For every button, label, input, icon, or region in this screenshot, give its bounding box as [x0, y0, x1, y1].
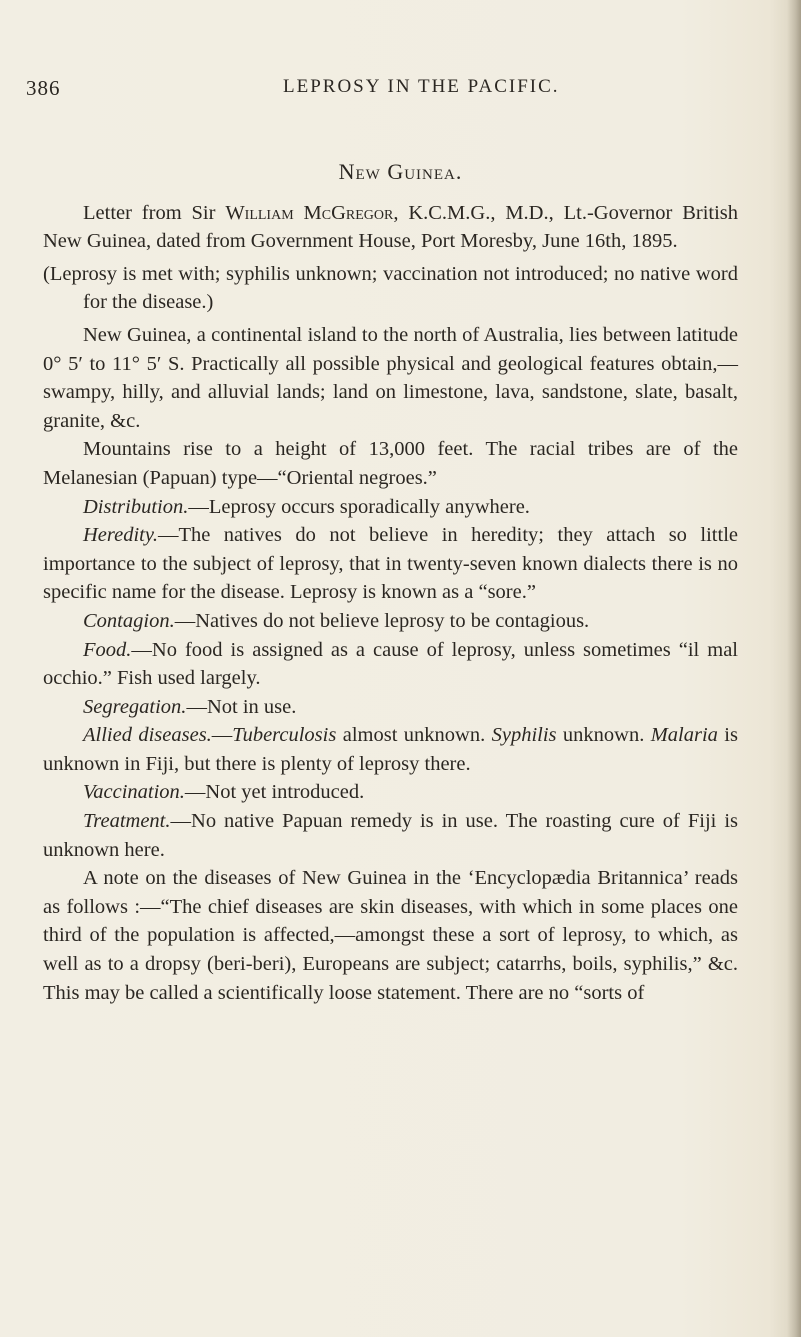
running-title: LEPROSY IN THE PACIFIC. [283, 76, 560, 97]
topic-text: —Natives do not believe leprosy to be contagious. [174, 609, 590, 632]
topic-segregation [43, 693, 738, 722]
topic-food [43, 636, 738, 693]
topic-text: —No food is assigned as a cause of leprosy, unless sometimes “il mal occhio.” Fish used largely. [43, 638, 738, 690]
disease-syphilis: Syphilis [491, 724, 557, 747]
topic-vaccination [43, 778, 738, 807]
topic-heading: Heredity. [83, 524, 158, 547]
topic-allied-diseases [43, 721, 738, 778]
letter-author: William McGregor [225, 201, 394, 224]
topic-text: —The natives do not believe in heredity; they attach so little importance to the subject of leprosy, that in twenty-seven known dialects there is no specific name for the disease. Leprosy is known as a “sore.” [43, 524, 738, 604]
topic-text: —Not in use. [186, 695, 297, 718]
topic-distribution [43, 493, 738, 522]
topic-heading: Distribution. [83, 495, 189, 518]
page-edge-shadow [787, 0, 801, 1337]
letter-prefix: Letter from Sir [83, 201, 226, 224]
topic-text: unknown. [556, 724, 651, 747]
disease-tuberculosis: Tuberculosis [232, 724, 337, 747]
page-header [26, 76, 666, 106]
page-number: 386 [26, 76, 61, 100]
dash: — [211, 724, 233, 747]
topic-heading: Food. [83, 638, 132, 661]
topic-heredity [43, 521, 738, 607]
letter-suffix: , K.C.M.G., M.D., Lt.-Governor British New Guinea, dated from Government House, Port Moresby, June 16th, 1895. [43, 201, 739, 253]
topic-text: almost unknown. [336, 724, 492, 747]
disease-malaria: Malaria [650, 724, 718, 747]
topic-text: —Not yet introduced. [184, 781, 365, 804]
topic-heading: Allied diseases. [83, 724, 212, 747]
topic-heading: Contagion. [83, 609, 175, 632]
encyclopaedia-note: A note on the diseases of New Guinea in the ‘Encyclopædia Britannica’ reads as follows :—“The chief diseases are skin diseases, with which in some places one third of the population is affected,—amongst these a sort of leprosy, to which, as well as to a dropsy (beri-beri), Europeans are subject; catarrhs, boils, syphilis,” &c. This may be called a scientifically loose statement. There are no “sorts of [43, 867, 738, 1004]
topic-heading: Vaccination. [83, 781, 185, 804]
topic-heading: Treatment. [83, 810, 171, 833]
page-body [43, 158, 738, 1007]
geography-paragraph: New Guinea, a continental island to the north of Australia, lies between latitude 0° 5′ to 11° 5′ S. Practically all possible physical and geological features obtain,—swampy, hilly, and alluvial lands; land on limestone, lava, sandstone, slate, basalt, granite, &c. [43, 323, 738, 432]
topic-text: —Leprosy occurs sporadically anywhere. [188, 495, 530, 518]
topic-text: —No native Papuan remedy is in use. The roasting cure of Fiji is unknown here. [43, 810, 738, 861]
summary-paragraph: (Leprosy is met with; syphilis unknown; vaccination not introduced; no native word for the disease.) [43, 262, 738, 314]
topic-text: is unknown in Fiji, but there is plenty of leprosy there. [43, 724, 738, 775]
mountains-paragraph: Mountains rise to a height of 13,000 feet. The racial tribes are of the Melanesian (Papuan) type—“Oriental negroes.” [43, 438, 738, 489]
topic-heading: Segregation. [83, 695, 187, 718]
section-title: New Guinea. [338, 159, 463, 184]
letter-intro [43, 199, 738, 256]
topic-treatment [43, 807, 738, 864]
topic-contagion [43, 607, 738, 636]
